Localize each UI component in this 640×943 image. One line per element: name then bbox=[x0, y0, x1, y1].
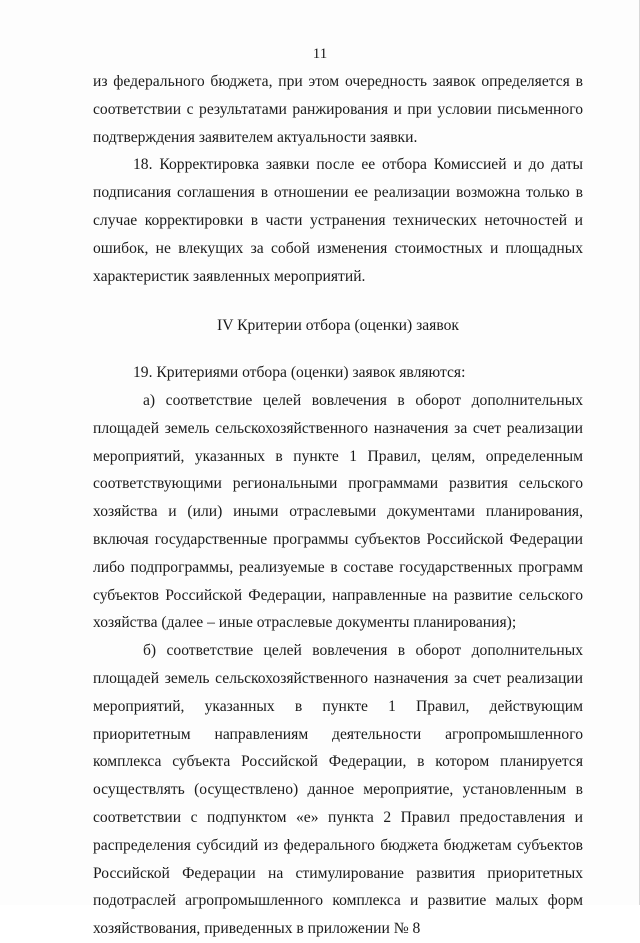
section-heading: IV Критерии отбора (оценки) заявок bbox=[217, 317, 459, 335]
document-body bbox=[93, 68, 583, 943]
paragraph-19-intro: 19. Критериями отбора (оценки) заявок являются: bbox=[133, 364, 466, 382]
paragraph-continuation: из федерального бюджета, при этом очередность заявок определяется в соответствии с результатами ранжирования и при условии письменного подтверждения заявителем актуальности заявки. bbox=[93, 73, 583, 146]
criterion-b: б) соответствие целей вовлечения в оборот дополнительных площадей земель сельскохозяйственного назначения за счет реализации мероприятий, указанных в пункте 1 Правил, действующим приоритетным направлениям деятельности агропромышленного комплекса субъекта Российской Федерации, в котором планируется осуществлять (осуществлено) данное мероприятие, установленным в соответствии с подпунктом «е» пункта 2 Правил предоставления и распределения субсидий из федерального бюджета бюджетам субъектов Российской Федерации на стимулирование развития приоритетных подотраслей агропромышленного комплекса и развитие малых форм хозяйствования, приведенных в приложении № 8 bbox=[93, 642, 583, 938]
page-number: 11 bbox=[312, 46, 328, 62]
paragraph-18: 18. Корректировка заявки после ее отбора Комиссией и до даты подписания соглашения в отношении ее реализации возможна только в случае корректировки в части устранения технических неточностей и ошибок, не влекущих за собой изменения стоимостных и площадных характеристик заявленных мероприятий. bbox=[93, 156, 583, 285]
criterion-a: а) соответствие целей вовлечения в оборот дополнительных площадей земель сельскохозяйственного назначения за счет реализации мероприятий, указанных в пункте 1 Правил, целям, определенным соответствующими региональными программами развития сельского хозяйства и (или) иными отраслевыми документами планирования, включая государственные программы субъектов Российской Федерации либо подпрограммы, реализуемые в составе государственных программ субъектов Российской Федерации, направленные на развитие сельского хозяйства (далее – иные отраслевые документы планирования); bbox=[93, 391, 583, 632]
